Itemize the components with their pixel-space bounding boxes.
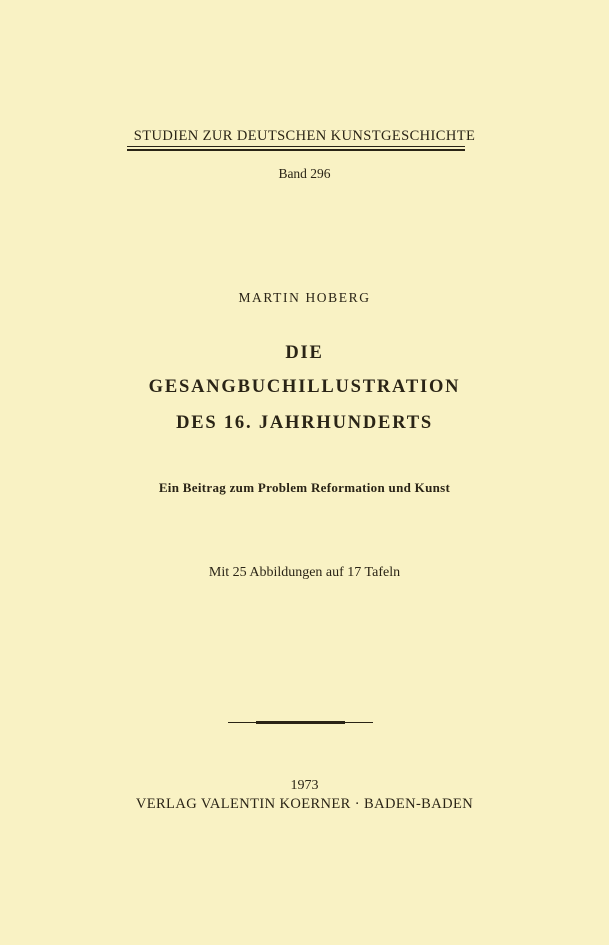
- title-line-2: GESANGBUCHILLUSTRATION: [148, 377, 461, 397]
- illustrations-note: Mit 25 Abbildungen auf 17 Tafeln: [208, 565, 401, 580]
- ornamental-rule: [228, 721, 373, 724]
- title-line-3: DES 16. JAHRHUNDERTS: [176, 413, 433, 433]
- title-line-1: DIE: [285, 343, 324, 363]
- publisher-imprint: VERLAG VALENTIN KOERNER · BADEN-BADEN: [135, 796, 474, 812]
- subtitle: Ein Beitrag zum Problem Reformation und Kunst: [158, 480, 451, 495]
- series-double-rule: [127, 146, 465, 151]
- author-name: MARTIN HOBERG: [238, 290, 371, 305]
- series-title: STUDIEN ZUR DEUTSCHEN KUNSTGESCHICHTE: [133, 128, 476, 144]
- publication-year: 1973: [290, 778, 319, 793]
- volume-number: Band 296: [278, 166, 331, 181]
